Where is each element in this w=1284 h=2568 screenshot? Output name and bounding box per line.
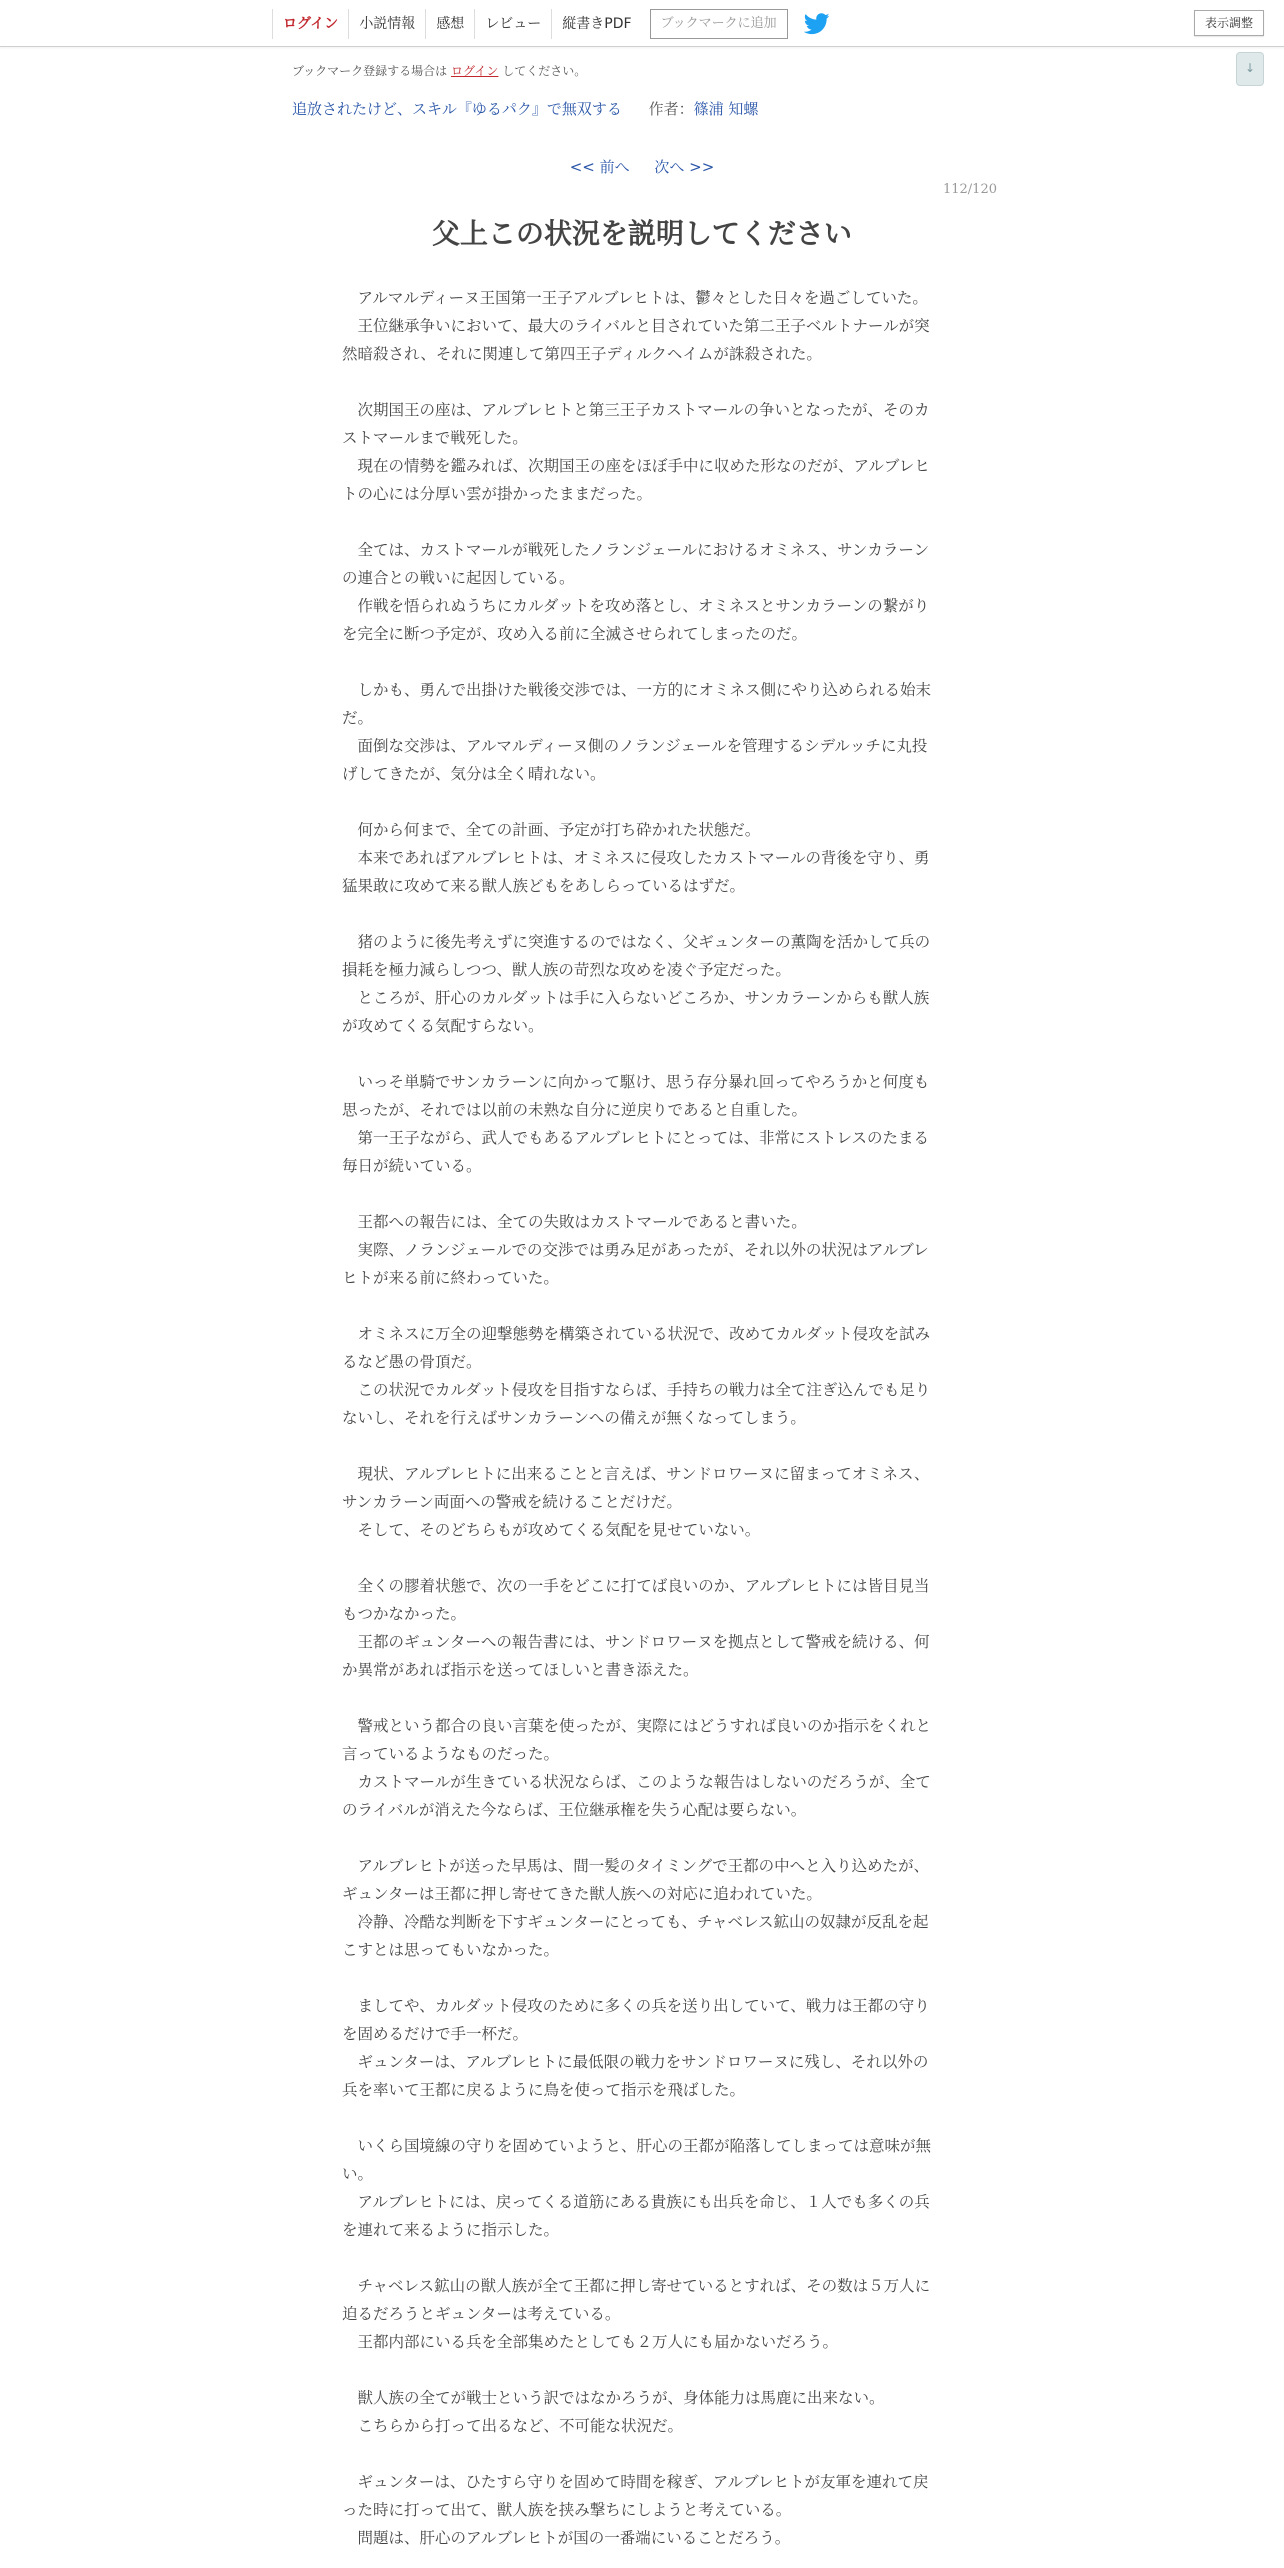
blank-line: [342, 1180, 942, 1208]
body-paragraph: オミネスに万全の迎撃態勢を構築されている状況で、改めてカルダット侵攻を試みるなど愚の骨頂だ。: [342, 1325, 931, 1371]
notice-after: してください。: [502, 64, 587, 78]
body-paragraph: 冷静、冷酷な判断を下すギュンターにとっても、チャベレス鉱山の奴隷が反乱を起こすとは思ってもいなかった。: [342, 1913, 929, 1959]
body-paragraph: しかも、勇んで出掛けた戦後交渉では、一方的にオミネス側にやり込められる始末だ。: [342, 681, 932, 727]
bookmark-login-notice: [292, 62, 586, 79]
body-paragraph: 王都内部にいる兵を全部集めたとしても２万人にも届かないだろう。: [342, 2333, 839, 2351]
chapter-count: 112/120: [942, 182, 997, 197]
blank-line: [342, 2440, 942, 2468]
body-paragraph: カストマールが生きている状況ならば、このような報告はしないのだろうが、全てのライバルが消えた今ならば、王位継承権を失う心配は要らない。: [342, 1773, 931, 1819]
body-paragraph: 王都のギュンターへの報告書には、サンドロワーヌを拠点として警戒を続ける、何か異常があれば指示を送ってほしいと書き添えた。: [342, 1633, 930, 1679]
blank-line: [342, 1684, 942, 1712]
nav-impressions[interactable]: 感想: [425, 9, 474, 39]
blank-line: [342, 1432, 942, 1460]
chapter-body: [342, 284, 942, 2552]
blank-line: [342, 2104, 942, 2132]
chapter-pager: [0, 156, 1284, 177]
body-paragraph: この状況でカルダット侵攻を目指すならば、手持ちの戦力は全て注ぎ込んでも足りないし、それを行えばサンカラーンへの備えが無くなってしまう。: [342, 1381, 931, 1427]
add-bookmark-button[interactable]: ブックマークに追加: [650, 9, 788, 39]
twitter-bird-icon[interactable]: [804, 13, 830, 35]
prev-chapter-link[interactable]: << 前へ: [569, 158, 630, 176]
novel-title-link[interactable]: 追放されたけど、スキル『ゆるパク』で無双する: [292, 100, 622, 118]
body-paragraph: 作戦を悟られぬうちにカルダットを攻め落とし、オミネスとサンカラーンの繋がりを完全に断つ予定が、攻め入る前に全滅させられてしまったのだ。: [342, 597, 930, 643]
author-name-link[interactable]: 篠浦 知螺: [693, 100, 759, 118]
body-paragraph: ギュンターは、ひたすら守りを固めて時間を稼ぎ、アルブレヒトが友軍を連れて戻った時に打って出て、獣人族を挟み撃ちにしようと考えている。: [342, 2473, 929, 2519]
body-paragraph: 王都への報告には、全ての失敗はカストマールであると書いた。: [342, 1213, 807, 1231]
body-paragraph: ところが、肝心のカルダットは手に入らないどころか、サンカラーンからも獣人族が攻めてくる気配すらない。: [342, 989, 930, 1035]
body-paragraph: アルブレヒトが送った早馬は、間一髪のタイミングで王都の中へと入り込めたが、ギュンターは王都に押し寄せてきた獣人族への対応に追われていた。: [342, 1857, 930, 1903]
blank-line: [342, 2244, 942, 2272]
blank-line: [342, 2356, 942, 2384]
body-paragraph: 次期国王の座は、アルブレヒトと第三王子カストマールの争いとなったが、そのカストマールまで戦死した。: [342, 401, 930, 447]
body-paragraph: 現状、アルブレヒトに出来ることと言えば、サンドロワーヌに留まってオミネス、サンカラーン両面への警戒を続けることだけだ。: [342, 1465, 930, 1511]
body-paragraph: 何から何まで、全ての計画、予定が打ち砕かれた状態だ。: [342, 821, 761, 839]
body-paragraph: 問題は、肝心のアルブレヒトが国の一番端にいることだろう。: [342, 2529, 791, 2547]
body-paragraph: 全ては、カストマールが戦死したノランジェールにおけるオミネス、サンカラーンの連合との戦いに起因している。: [342, 541, 930, 587]
scroll-down-tab[interactable]: ↓: [1236, 52, 1264, 86]
body-paragraph: 現在の情勢を鑑みれば、次期国王の座をほぼ手中に収めた形なのだが、アルブレヒトの心には分厚い雲が掛かったままだった。: [342, 457, 930, 503]
blank-line: [342, 1544, 942, 1572]
novel-info-line: [292, 98, 758, 119]
body-paragraph: いくら国境線の守りを固めていようと、肝心の王都が陥落してしまっては意味が無い。: [342, 2137, 932, 2183]
body-paragraph: 実際、ノランジェールでの交渉では勇み足があったが、それ以外の状況はアルブレヒトが来る前に終わっていた。: [342, 1241, 929, 1287]
top-navigation-bar: [0, 0, 1284, 47]
blank-line: [342, 508, 942, 536]
body-paragraph: いっそ単騎でサンカラーンに向かって駆け、思う存分暴れ回ってやろうかと何度も思ったが、それでは以前の未熟な自分に逆戻りであると自重した。: [342, 1073, 930, 1119]
body-paragraph: アルブレヒトには、戻ってくる道筋にある貴族にも出兵を命じ、１人でも多くの兵を連れて来るように指示した。: [342, 2193, 930, 2239]
body-paragraph: 警戒という都合の良い言葉を使ったが、実際にはどうすれば良いのか指示をくれと言っているようなものだった。: [342, 1717, 932, 1763]
body-paragraph: 全くの膠着状態で、次の一手をどこに打てば良いのか、アルブレヒトには皆目見当もつかなかった。: [342, 1577, 930, 1623]
notice-before: ブックマーク登録する場合は: [292, 64, 448, 78]
body-paragraph: そして、そのどちらもが攻めてくる気配を見せていない。: [342, 1521, 761, 1539]
body-paragraph: 王位継承争いにおいて、最大のライバルと目されていた第二王子ベルトナールが突然暗殺され、それに関連して第四王子ディルクヘイムが誅殺された。: [342, 317, 930, 363]
body-paragraph: 猪のように後先考えずに突進するのではなく、父ギュンターの薫陶を活かして兵の損耗を極力減らしつつ、獣人族の苛烈な攻めを凌ぐ予定だった。: [342, 933, 931, 979]
body-paragraph: 本来であればアルブレヒトは、オミネスに侵攻したカストマールの背後を守り、勇猛果敢に攻めて来る獣人族どもをあしらっているはずだ。: [342, 849, 930, 895]
body-paragraph: 面倒な交渉は、アルマルディーヌ側のノランジェールを管理するシデルッチに丸投げしてきたが、気分は全く晴れない。: [342, 737, 928, 783]
body-paragraph: チャベレス鉱山の獣人族が全て王都に押し寄せているとすれば、その数は５万人に迫るだろうとギュンターは考えている。: [342, 2277, 931, 2323]
body-paragraph: ましてや、カルダット侵攻のために多くの兵を送り出していて、戦力は王都の守りを固めるだけで手一杯だ。: [342, 1997, 930, 2043]
nav-novel-info[interactable]: 小説情報: [348, 9, 425, 39]
next-chapter-link[interactable]: 次へ >>: [654, 158, 715, 176]
blank-line: [342, 788, 942, 816]
blank-line: [342, 368, 942, 396]
blank-line: [342, 1292, 942, 1320]
nav-vertical-pdf[interactable]: 縦書きPDF: [551, 9, 641, 39]
nav-login[interactable]: ログイン: [272, 9, 348, 39]
main-nav: [272, 8, 830, 40]
body-paragraph: ギュンターは、アルブレヒトに最低限の戦力をサンドロワーヌに残し、それ以外の兵を率いて王都に戻るように鳥を使って指示を飛ばした。: [342, 2053, 929, 2099]
body-paragraph: アルマルディーヌ王国第一王子アルブレヒトは、鬱々とした日々を過ごしていた。: [342, 289, 928, 307]
body-paragraph: 第一王子ながら、武人でもあるアルブレヒトにとっては、非常にストレスのたまる毎日が続いている。: [342, 1129, 929, 1175]
blank-line: [342, 648, 942, 676]
blank-line: [342, 1824, 942, 1852]
blank-line: [342, 900, 942, 928]
author-label: 作者：: [648, 100, 694, 118]
blank-line: [342, 1040, 942, 1068]
blank-line: [342, 1964, 942, 1992]
notice-login-link[interactable]: ログイン: [451, 64, 499, 78]
display-settings-button[interactable]: 表示調整: [1194, 10, 1264, 36]
nav-review[interactable]: レビュー: [474, 9, 551, 39]
chapter-title: 父上この状況を説明してください: [431, 217, 852, 250]
body-paragraph: 獣人族の全てが戦士という訳ではなかろうが、身体能力は馬鹿に出来ない。: [342, 2389, 885, 2407]
body-paragraph: こちらから打って出るなど、不可能な状況だ。: [342, 2417, 684, 2435]
